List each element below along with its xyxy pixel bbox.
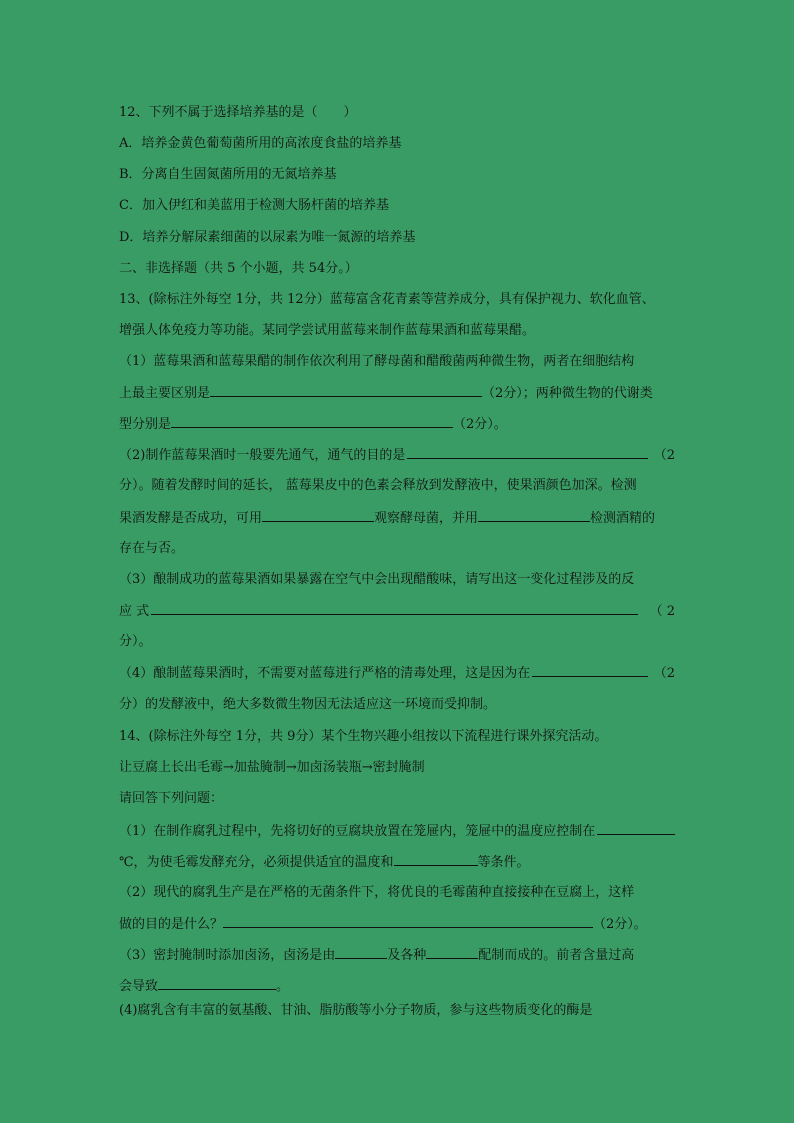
- q13-p4-line1: [119, 664, 675, 683]
- q14-p2-line1: （2）现代的腐乳生产是在严格的无菌条件下，将优良的毛霉菌种直接接种在豆腐上，这样: [119, 885, 635, 900]
- q13-p4-line2: 分）的发酵液中，绝大多数微生物因无法适应这一环境而受抑制。: [119, 697, 497, 712]
- q13-p4-line1-text-a: （4）酿制蓝莓果酒时，不需要对蓝莓进行严格的清毒处理，这是因为在: [119, 666, 531, 681]
- q13-p2-line1-text-b: （2: [653, 448, 675, 463]
- q14-p4-line1: (4)腐乳含有丰富的氨基酸、甘油、脂肪酸等小分子物质，参与这些物质变化的酶是: [119, 1003, 593, 1018]
- answer-blank[interactable]: [394, 853, 478, 866]
- q13-p1-line1: （1）蓝莓果酒和蓝莓果醋的制作依次利用了酵母菌和醋酸菌两种微生物，两者在细胞结构: [119, 354, 635, 369]
- q13-p1-line2: [119, 384, 675, 403]
- q14-p3-line1-text-c: 配制而成的。前者含量过高: [478, 948, 635, 963]
- answer-blank[interactable]: [532, 664, 647, 677]
- q14-p3-line1-text-a: （3）密封腌制时添加卤汤，卤汤是由: [119, 948, 336, 963]
- q13-p1-line3-text-a: 型分别是: [119, 417, 172, 432]
- q14-p3-line2-text-b: 。: [276, 979, 290, 994]
- q13-p2-line3: [119, 509, 675, 528]
- q12-option-b: B．分离自生固氮菌所用的无氮培养基: [119, 167, 337, 182]
- q12-option-d: D．培养分解尿素细菌的以尿素为唯一氮源的培养基: [119, 230, 416, 245]
- q14-p3-line2: [119, 977, 675, 996]
- q14-p1-line2-text-a: ℃，为使毛霉发酵充分，必须提供适宜的温度和: [119, 855, 394, 870]
- q13-p2-line1: [119, 446, 675, 465]
- q14-p1-line1-text: （1）在制作腐乳过程中，先将切好的豆腐块放置在笼屉内，笼屉中的温度应控制在: [119, 824, 596, 839]
- q14-p2-line2-text-a: 做的目的是什么？: [119, 917, 224, 932]
- q14-p1-line2: [119, 853, 675, 872]
- q14-p2-line2: [119, 915, 675, 934]
- q13-p2-line3-text-a: 果酒发酵是否成功，可用: [119, 511, 263, 526]
- answer-blank[interactable]: [407, 446, 647, 459]
- q13-p1-line3: [119, 415, 675, 434]
- q12-stem: 12、下列不属于选择培养基的是（ ）: [119, 105, 357, 120]
- q13-p2-line1-text-a: （2)制作蓝莓果酒时一般要先通气，通气的目的是: [119, 448, 406, 463]
- q13-intro-1: 13、(除标注外每空 1分，共 12分）蓝莓富含花青素等营养成分，具有保护视力、软化血管、: [119, 292, 655, 307]
- q13-p1-line3-text-b: （2分）。: [453, 417, 507, 432]
- answer-blank[interactable]: [151, 602, 637, 615]
- q13-p2-line3-text-b: 观察酵母菌，并用: [374, 511, 479, 526]
- q14-intro: 14、(除标注外每空 1分，共 9分）某个生物兴趣小组按以下流程进行课外探究活动。: [119, 729, 608, 744]
- q13-p3-line2-text-b: （ 2: [649, 604, 675, 619]
- q13-p3-line3: 分）。: [119, 634, 152, 649]
- answer-blank[interactable]: [158, 977, 276, 990]
- q13-p2-line4: 存在与否。: [119, 541, 185, 556]
- q14-p1-line2-text-b: 等条件。: [477, 855, 530, 870]
- q13-p4-line1-text-b: （2: [653, 666, 675, 681]
- answer-blank[interactable]: [210, 384, 482, 397]
- q13-p3-line2-text-a: 应 式: [119, 604, 150, 619]
- q13-p2-line3-text-c: 检测酒精的: [590, 511, 656, 526]
- q14-p3-line1: [119, 946, 675, 965]
- q13-p1-line2-text-a: 上最主要区别是: [119, 386, 211, 401]
- q14-p3-line1-text-b: 及各种: [387, 948, 427, 963]
- q13-p1-line2-text-b: （2分）；两种微生物的代谢类: [482, 386, 653, 401]
- q13-intro-2: 增强人体免疫力等功能。某同学尝试用蓝莓来制作蓝莓果酒和蓝莓果醋。: [119, 323, 536, 338]
- q14-p2-line2-text-b: （2分）。: [593, 917, 647, 932]
- answer-blank[interactable]: [478, 509, 590, 522]
- q14-flow: 让豆腐上长出毛霉→加盐腌制→加卤汤装瓶→密封腌制: [119, 760, 425, 775]
- answer-blank[interactable]: [223, 915, 593, 928]
- q13-p3-line2: [119, 602, 675, 621]
- answer-blank[interactable]: [335, 946, 387, 959]
- answer-blank[interactable]: [597, 822, 675, 835]
- q14-prompt: 请回答下列问题：: [119, 791, 224, 806]
- q13-p3-line1: （3）酿制成功的蓝莓果酒如果暴露在空气中会出现醋酸味，请写出这一变化过程涉及的反: [119, 572, 635, 587]
- q12-option-a: A．培养金黄色葡萄菌所用的高浓度食盐的培养基: [119, 136, 402, 151]
- answer-blank[interactable]: [426, 946, 478, 959]
- q13-p2-line2: 分）。随着发酵时间的延长， 蓝莓果皮中的色素会释放到发酵液中，使果酒颜色加深。检测: [119, 478, 637, 493]
- q14-p1-line1: [119, 822, 675, 841]
- q14-p3-line2-text-a: 会导致: [119, 979, 159, 994]
- answer-blank[interactable]: [171, 415, 453, 428]
- q12-option-c: C．加入伊红和美蓝用于检测大肠杆菌的培养基: [119, 198, 389, 213]
- answer-blank[interactable]: [262, 509, 374, 522]
- section-title: 二、非选择题（共 5 个小题，共 54分。）: [119, 261, 358, 276]
